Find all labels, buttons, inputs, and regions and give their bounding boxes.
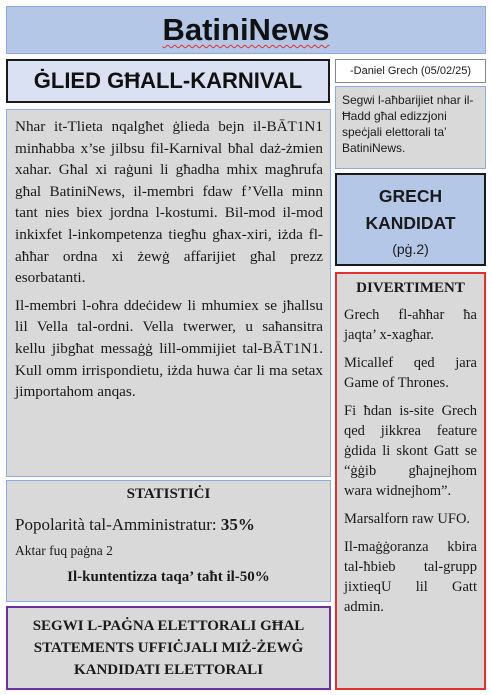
entertainment-item: Fi ħdan is-site Grech qed jikkrea feature ġdida li skont Gatt se “ġġib għajnejhom wara widnejhom”. bbox=[344, 403, 477, 499]
happiness-stat: Il-kuntentizza taqa’ taħt il-50% bbox=[67, 569, 270, 585]
entertainment-item: Grech fl-aħħar ħa jaqta’ x-xagħar. bbox=[344, 307, 477, 343]
entertainment-title: DIVERTIMENT bbox=[356, 280, 465, 296]
sidebar-intro bbox=[335, 86, 486, 169]
statistics-title: STATISTIĊI bbox=[126, 486, 211, 502]
statements-text: SEGWI L-PAĠNA ELETTORALI GĦAL STATEMENTS UFFIĊJALI MIŻ-ŻEWĠ KANDIDATI ELETTORALI bbox=[32, 618, 305, 678]
headline-text: ĠLIED GĦALL-KARNIVAL bbox=[33, 68, 303, 93]
entertainment-item: Marsalforn raw UFO. bbox=[344, 511, 471, 527]
masthead bbox=[6, 6, 486, 54]
more-on-page-note: Aktar fuq paġna 2 bbox=[15, 543, 113, 558]
article-paragraph-2: Il-membri l-oħra ddeċidew li mhumiex se jħallsu lil Vella tal-ordni. Vella twerwer, u saħansitra kellu jibgħat messaġġ lill-ommijiet tal-BĀT1N1. Kull omm irrispondietu, iżda huwa ċar li ma setax jimportahom anqas. bbox=[15, 296, 323, 401]
byline-text: -Daniel Grech (05/02/25) bbox=[349, 65, 472, 77]
candidate-label: KANDIDAT bbox=[365, 212, 456, 233]
intro-text: Segwi l-aħbarijiet nhar il-Ħadd għal edizzjoni speċjali elettorali ta’ BatiniNews. bbox=[342, 93, 474, 155]
byline bbox=[335, 59, 486, 83]
entertainment-box bbox=[335, 272, 486, 690]
newspaper-title: BatiniNews bbox=[162, 12, 330, 47]
statements-banner bbox=[6, 606, 331, 690]
statistics-box bbox=[6, 480, 331, 602]
candidate-name: GRECH bbox=[378, 185, 443, 206]
entertainment-item: Micallef qed jara Game of Thrones. bbox=[344, 355, 477, 391]
entertainment-item: Il-maġġoranza kbira tal-ħbieb tal-grupp jixtieqU lil Gatt admin. bbox=[344, 539, 477, 615]
candidate-box bbox=[335, 173, 486, 266]
popularity-stat bbox=[15, 515, 322, 535]
candidate-page-ref: (pġ.2) bbox=[392, 240, 429, 257]
article-paragraph-1: Nhar it-Tlieta nqalgħet ġlieda bejn il-BĀT1N1 minħabba x’se jilbsu fil-Karnival bħal daż-żmien xahar. Għal xi raġuni li għadha mhix magħrufa għal BatiniNews, il-membri fdaw f’Vella minn tant nies biex jordna l-kostumi. Bil-mod il-mod inkixfet l-inkompetenza tiegħu għax-xiri, iżda fl-aħħar ordna xi żewġ affarijiet għal prezz esorbatanti. bbox=[15, 118, 323, 287]
main-article bbox=[6, 109, 331, 477]
popularity-label: Popolarità tal-Amministratur: bbox=[15, 515, 217, 534]
headline-box bbox=[6, 59, 330, 103]
popularity-value: 35% bbox=[220, 515, 255, 534]
